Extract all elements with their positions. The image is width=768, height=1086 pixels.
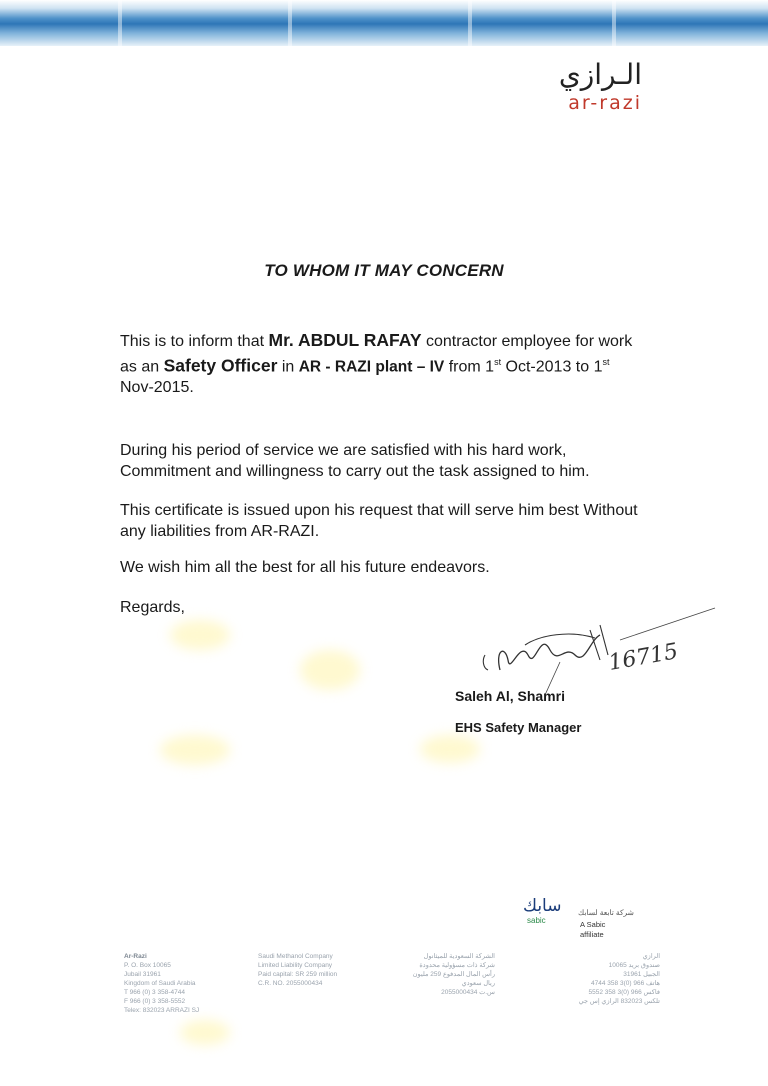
paragraph-performance: During his period of service we are satisfied with his hard work, Commitment and willingness to carry out the task assigned to him. — [120, 442, 590, 480]
scan-haze — [420, 735, 480, 763]
text: Nov-2015. — [120, 379, 194, 397]
footer-line: ريال سعودي — [461, 980, 495, 987]
footer-line: س.ت 2055000434 — [441, 989, 495, 996]
position-title: Safety Officer — [163, 355, 278, 376]
signature-stroke — [499, 635, 600, 670]
ordinal-suffix: st — [602, 357, 610, 367]
paragraph-wishes: We wish him all the best for all his future endeavors. — [120, 559, 490, 576]
footer-line: تلكس 832023 الرازي إس جي — [578, 998, 660, 1005]
footer-line: Telex: 832023 ARRAZI SJ — [124, 1007, 200, 1014]
sabic-arabic-note: شركة تابعة لسابك — [578, 908, 634, 917]
scan-haze — [180, 1020, 230, 1045]
band-stripe — [118, 0, 122, 46]
text: from 1 — [444, 358, 495, 376]
footer-line: Saudi Methanol Company — [258, 953, 333, 960]
text: in — [277, 358, 299, 376]
sabic-logo-latin: sabic — [527, 916, 546, 925]
footer-line: صندوق بريد 10065 — [608, 962, 660, 969]
signature-stroke — [525, 634, 595, 645]
footer-line: C.R. NO. 2055000434 — [258, 980, 323, 987]
paragraph-purpose: This certificate is issued upon his request that will serve him best Without any liabilities from AR-RAZI. — [120, 502, 638, 540]
closing: Regards, — [120, 599, 185, 616]
footer-line: Kingdom of Saudi Arabia — [124, 980, 196, 987]
ar-razi-logo — [559, 60, 642, 114]
plant-name: AR - RAZI plant – IV — [298, 358, 445, 376]
band-stripe — [612, 0, 616, 46]
footer-line: Paid capital: SR 259 million — [258, 971, 338, 978]
scan-haze — [160, 735, 230, 765]
footer-line: الشركة السعودية للميثانول — [423, 953, 495, 960]
sabic-logo-arabic: سابك — [523, 896, 562, 916]
footer-line: رأس المال المدفوع 259 مليون — [412, 971, 495, 978]
ordinal-suffix: st — [494, 357, 502, 367]
footer-company-english — [258, 952, 337, 988]
signatory-role: EHS Safety Manager — [455, 720, 582, 735]
signature-stroke — [483, 655, 488, 670]
page-title: TO WHOM IT MAY CONCERN — [264, 261, 504, 280]
signatory-name: Saleh Al, Shamri — [455, 688, 565, 704]
affiliate-line: A Sabic — [580, 920, 606, 929]
logo-latin: ar-razi — [568, 92, 642, 114]
affiliate-line: affiliate — [580, 930, 604, 939]
employee-name: Mr. ABDUL RAFAY — [268, 330, 422, 350]
logo-arabic: الـرازي — [558, 58, 642, 91]
text: Oct-2013 to 1 — [501, 358, 603, 376]
paragraph-employment — [120, 330, 640, 398]
footer-line: F 966 (0) 3 358-5552 — [124, 998, 186, 1005]
handwritten-number: 16715 — [606, 639, 680, 676]
footer-line: Ar-Razi — [124, 953, 147, 960]
scan-haze — [300, 650, 360, 690]
band-stripe — [468, 0, 472, 46]
band-stripe — [288, 0, 292, 46]
footer-line: هاتف 966 (0)3 358 4744 — [591, 980, 660, 987]
footer-line: P. O. Box 10065 — [124, 962, 171, 969]
scan-haze — [170, 620, 230, 650]
footer-line: الرازي — [642, 953, 660, 960]
footer-address-english — [124, 952, 199, 1015]
footer-line: شركة ذات مسؤولية محدودة — [419, 962, 495, 969]
footer-address-arabic — [540, 952, 660, 1006]
footer-line: فاكس 966 (0)3 358 5552 — [588, 989, 660, 996]
signature-stroke — [620, 608, 715, 640]
footer-line: Limited Liability Company — [258, 962, 333, 969]
footer-line: Jubail 31961 — [124, 971, 161, 978]
letterhead-band — [0, 0, 768, 46]
text: contractor employee for work as an — [120, 333, 633, 376]
footer-company-arabic — [395, 952, 495, 997]
sabic-affiliate — [580, 920, 605, 940]
footer-line: الجبيل 31961 — [623, 971, 660, 978]
footer-line: T 966 (0) 3 358-4744 — [124, 989, 185, 996]
text: This is to inform that — [120, 333, 269, 350]
